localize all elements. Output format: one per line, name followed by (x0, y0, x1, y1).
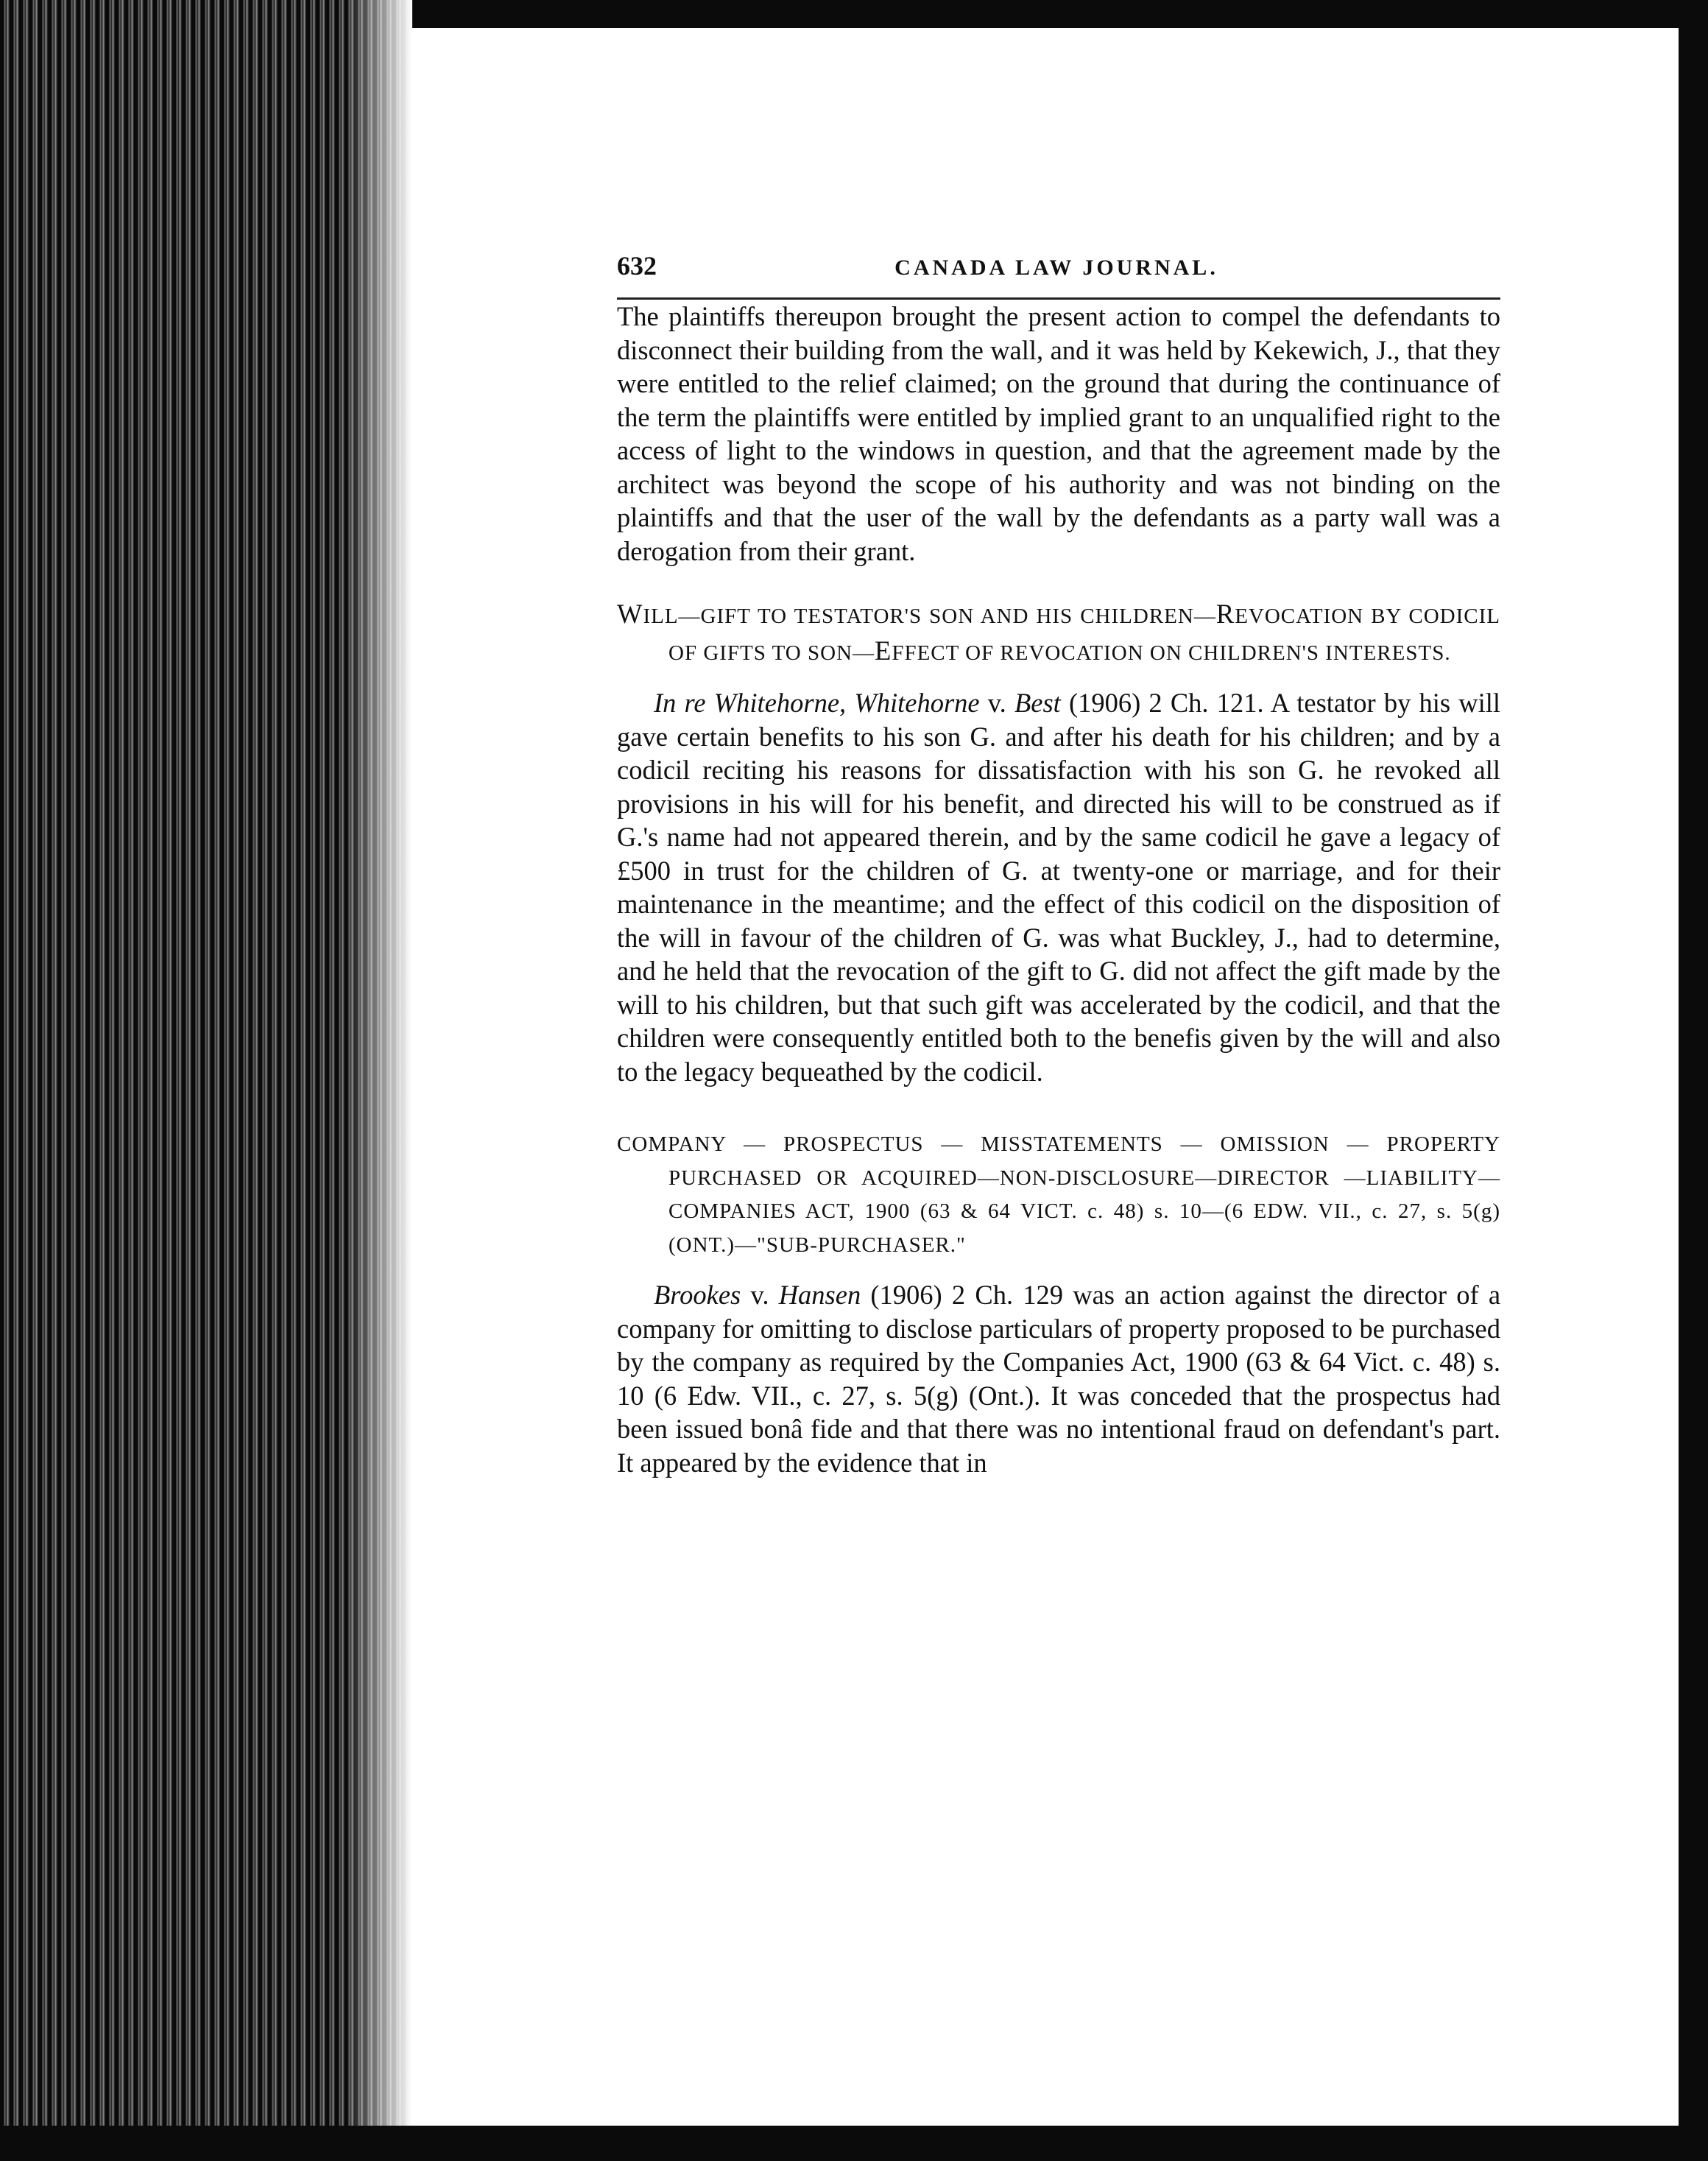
case-party-1: Brookes (654, 1280, 741, 1310)
case-paragraph-brookes: Brookes v. Hansen (1906) 2 Ch. 129 was an action against the director of a company for omitting to disclose particulars of property proposed to be purchased by the company as required by the Companies Act, 1900 (63 & 64 Vict. c. 48) s. 10 (6 Edw. VII., c. 27, s. 5(g) (Ont.). It was conceded that the prospectus had been issued bonâ fide and that there was no intentional fraud on defendant's part. It appeared by the evidence that in (617, 1280, 1501, 1478)
case-paragraph-whitehorne: In re Whitehorne, Whitehorne v. Best (1906) 2 Ch. 121. A testator by his will gave certain benefits to his son G. and after his death for his children; and by a codicil reciting his reasons for dissatisfaction with his son G. he revoked all provisions in his will for his benefit, and directed his will to be construed as if G.'s name had not appeared therein, and by the same codicil he gave a legacy of £500 in trust for the children of G. at twenty-one or marriage, and for their maintenance in the meantime; and the effect of this codicil on the disposition of the will in favour of the children of G. was what Buckley, J., had to determine, and he held that the revocation of the gift to G. did not affect the gift made by the will to his children, but that such gift was accelerated by the codicil, and that the children were consequently entitled both to the benefis given by the will and also to the legacy bequeathed by the codicil. (617, 688, 1501, 1087)
page-content (617, 250, 1500, 1479)
running-head: CANADA LAW JOURNAL. (894, 255, 1218, 280)
case-party: Best (1014, 688, 1061, 718)
paragraph-continuation: The plaintiffs thereupon brought the present action to compel the defendants to disconnect their building from the wall, and it was held by Kekewich, J., that they were entitled to the relief claimed; on the ground that during the continuance of the term the plaintiffs were entitled by implied grant to an unqualified right to the access of light to the windows in question, and that the agreement made by the architect was beyond the scope of his authority and was not binding on the plaintiffs and that the user of the wall by the defendants as a party wall was a derogation from their grant. (617, 301, 1500, 566)
section-heading-will: WILL—GIFT TO TESTATOR'S SON AND HIS CHILDREN—REVOCATION BY CODICIL OF GIFTS TO SON—EFFECT OF REVOCATION ON CHILDREN'S INTERESTS. (617, 599, 1500, 666)
case-text: (1906) 2 Ch. 129 was an action against the director of a company for omitting to disclose particulars of property proposed to be purchased by the company as required by the Companies Act, 1900 (63 & 64 Vict. c. 48) s. 10 (6 Edw. VII., c. 27, s. 5(g) (Ont.). It was conceded that the prospectus had been issued bonâ fide and that there was no intentional fraud on defendant's part. It appeared by the evidence that in (617, 1280, 1501, 1478)
case-title: In re Whitehorne, Whitehorne (654, 688, 980, 718)
case-citation: (1906) 2 Ch. 121. (1068, 688, 1264, 718)
section-heading-company: COMPANY — PROSPECTUS — MISSTATEMENTS — OMISSION — PROPERTY PURCHASED OR ACQUIRED—NON-DISCLOSURE—DIRECTOR —LIABILITY—COMPANIES ACT, 1900 (63 & 64 VICT. c. 48) s. 10—(6 EDW. VII., c. 27, s. 5(g) (ONT.)—"SUB-PURCHASER." (617, 1132, 1500, 1257)
scan-border-right (1679, 0, 1708, 2161)
case-party-2: Hansen (778, 1280, 861, 1310)
scan-border-bottom (0, 2126, 1708, 2161)
case-text: A testator by his will gave certain benefits to his son G. and after his death for his children; and by a codicil reciting his reasons for dissatisfaction with his son G. he revoked all provisions in his will for his benefit, and directed his will to be construed as if G.'s name had not appeared therein, and by the same codicil he gave a legacy of £500 in trust for the children of G. at twenty-one or marriage, and for their maintenance in the meantime; and the effect of this codicil on the disposition of the will in favour of the children of G. was what Buckley, J., had to determine, and he held that the revocation of the gift to G. did not affect the gift made by the will to his children, but that such gift was accelerated by the codicil, and that the children were consequently entitled both to the benefis given by the will and also to the legacy bequeathed by the codicil. (617, 688, 1501, 1087)
page-header (617, 250, 1500, 300)
scan-book-edge (0, 0, 412, 2161)
page-number: 632 (617, 251, 657, 281)
